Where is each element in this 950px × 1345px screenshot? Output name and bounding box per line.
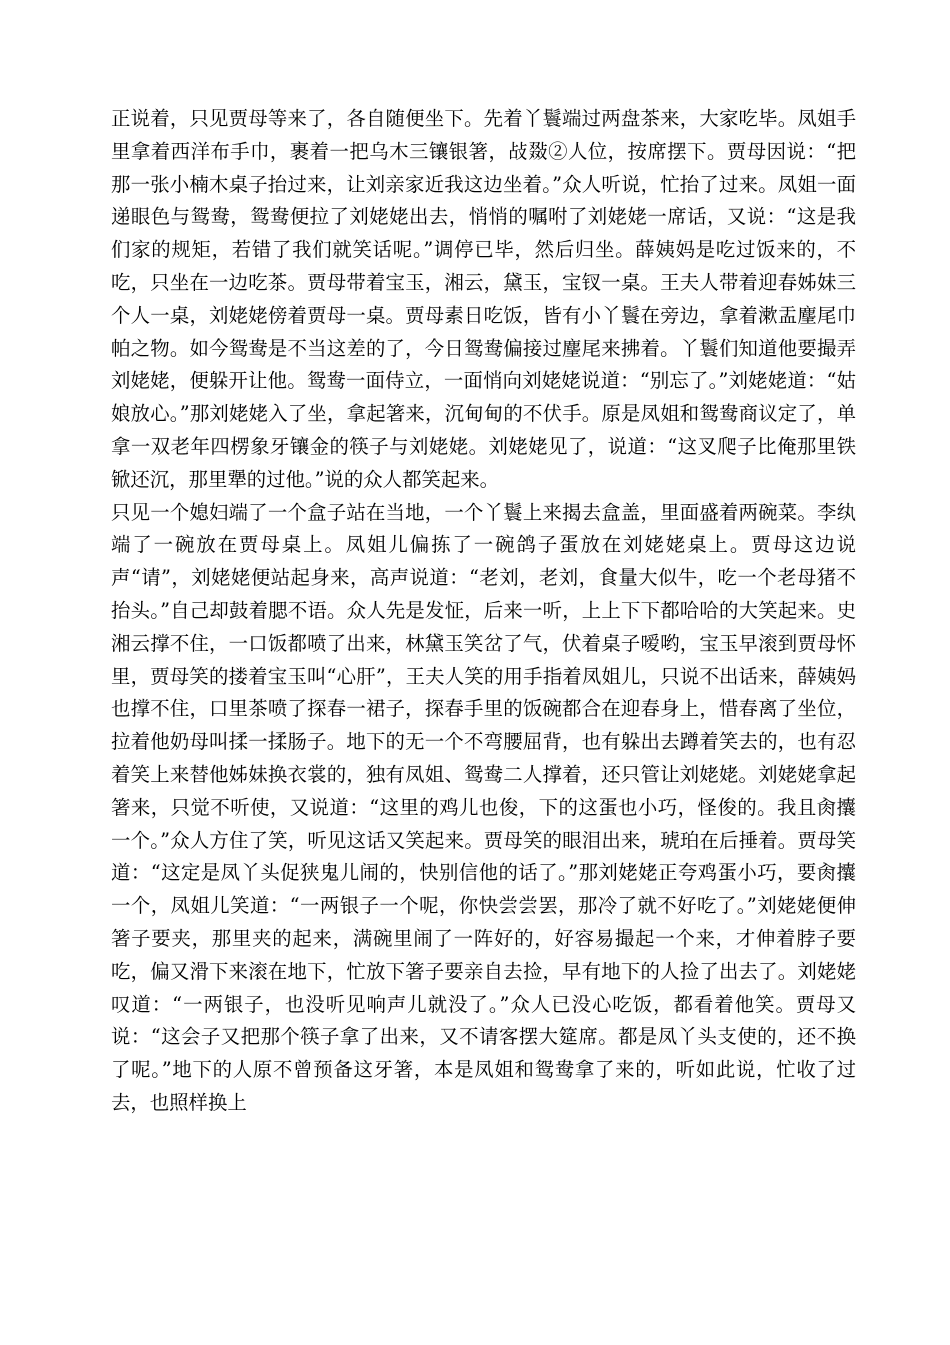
body-text xyxy=(111,103,856,1120)
paragraph-1: 正说着，只见贾母等来了，各自随便坐下。先着丫鬟端过两盘茶来，大家吃毕。凤姐手里拿着西洋布手巾，裹着一把乌木三镶银箸，敁敠②人位，按席摆下。贾母因说：“把那一张小楠木桌子抬过来，让刘亲家近我这边坐着。”众人听说，忙抬了过来。凤姐一面递眼色与鸳鸯，鸳鸯便拉了刘姥姥出去，悄悄的嘱咐了刘姥姥一席话，又说：“这是我们家的规矩，若错了我们就笑话呢。”调停已毕，然后归坐。薛姨妈是吃过饭来的，不吃，只坐在一边吃茶。贾母带着宝玉，湘云，黛玉，宝钗一桌。王夫人带着迎春姊妹三个人一桌，刘姥姥傍着贾母一桌。贾母素日吃饭，皆有小丫鬟在旁边，拿着漱盂麈尾巾帕之物。如今鸳鸯是不当这差的了，今日鸳鸯偏接过麈尾来拂着。丫鬟们知道他要撮弄刘姥姥，便躲开让他。鸳鸯一面侍立，一面悄向刘姥姥说道：“别忘了。”刘姥姥道：“姑娘放心。”那刘姥姥入了坐，拿起箸来，沉甸甸的不伏手。原是凤姐和鸳鸯商议定了，单拿一双老年四楞象牙镶金的筷子与刘姥姥。刘姥姥见了，说道：“这叉爬子比俺那里铁锨还沉，那里犟的过他。”说的众人都笑起来。 xyxy=(111,107,856,491)
paragraph-2: 只见一个媳妇端了一个盒子站在当地，一个丫鬟上来揭去盒盖，里面盛着两碗菜。李纨端了一碗放在贾母桌上。凤姐儿偏拣了一碗鸽子蛋放在刘姥姥桌上。贾母这边说声“请”，刘姥姥便站起身来，高声说道：“老刘，老刘，食量大似牛，吃一个老母猪不抬头。”自己却鼓着腮不语。众人先是发怔，后来一听，上上下下都哈哈的大笑起来。史湘云撑不住，一口饭都喷了出来，林黛玉笑岔了气，伏着桌子嗳哟，宝玉早滚到贾母怀里，贾母笑的搂着宝玉叫“心肝”，王夫人笑的用手指着凤姐儿，只说不出话来，薛姨妈也撑不住，口里茶喷了探春一裙子，探春手里的饭碗都合在迎春身上，惜春离了坐位，拉着他奶母叫揉一揉肠子。地下的无一个不弯腰屈背，也有躲出去蹲着笑去的，也有忍着笑上来替他姊妹换衣裳的，独有凤姐、鸳鸯二人撑着，还只管让刘姥姥。刘姥姥拿起箸来，只觉不听使，又说道：“这里的鸡儿也俊，下的这蛋也小巧，怪俊的。我且肏攮一个。”众人方住了笑，听见这话又笑起来。贾母笑的眼泪出来，琥珀在后捶着。贾母笑道：“这定是凤丫头促狭鬼儿闹的，快别信他的话了。”那刘姥姥正夸鸡蛋小巧，要肏攮一个，凤姐儿笑道：“一两银子一个呢，你快尝尝罢，那冷了就不好吃了。”刘姥姥便伸箸子要夹，那里夹的起来，满碗里闹了一阵好的，好容易撮起一个来，才伸着脖子要吃，偏又滑下来滚在地下，忙放下箸子要亲自去捡，早有地下的人捡了出去了。刘姥姥叹道：“一两银子，也没听见响声儿就没了。”众人已没心吃饭，都看着他笑。贾母又说：“这会子又把那个筷子拿了出来，又不请客摆大筵席。都是凤丫头支使的，还不换了呢。”地下的人原不曾预备这牙箸，本是凤姐和鸳鸯拿了来的，听如此说，忙收了过去，也照样换上 xyxy=(111,500,856,1114)
